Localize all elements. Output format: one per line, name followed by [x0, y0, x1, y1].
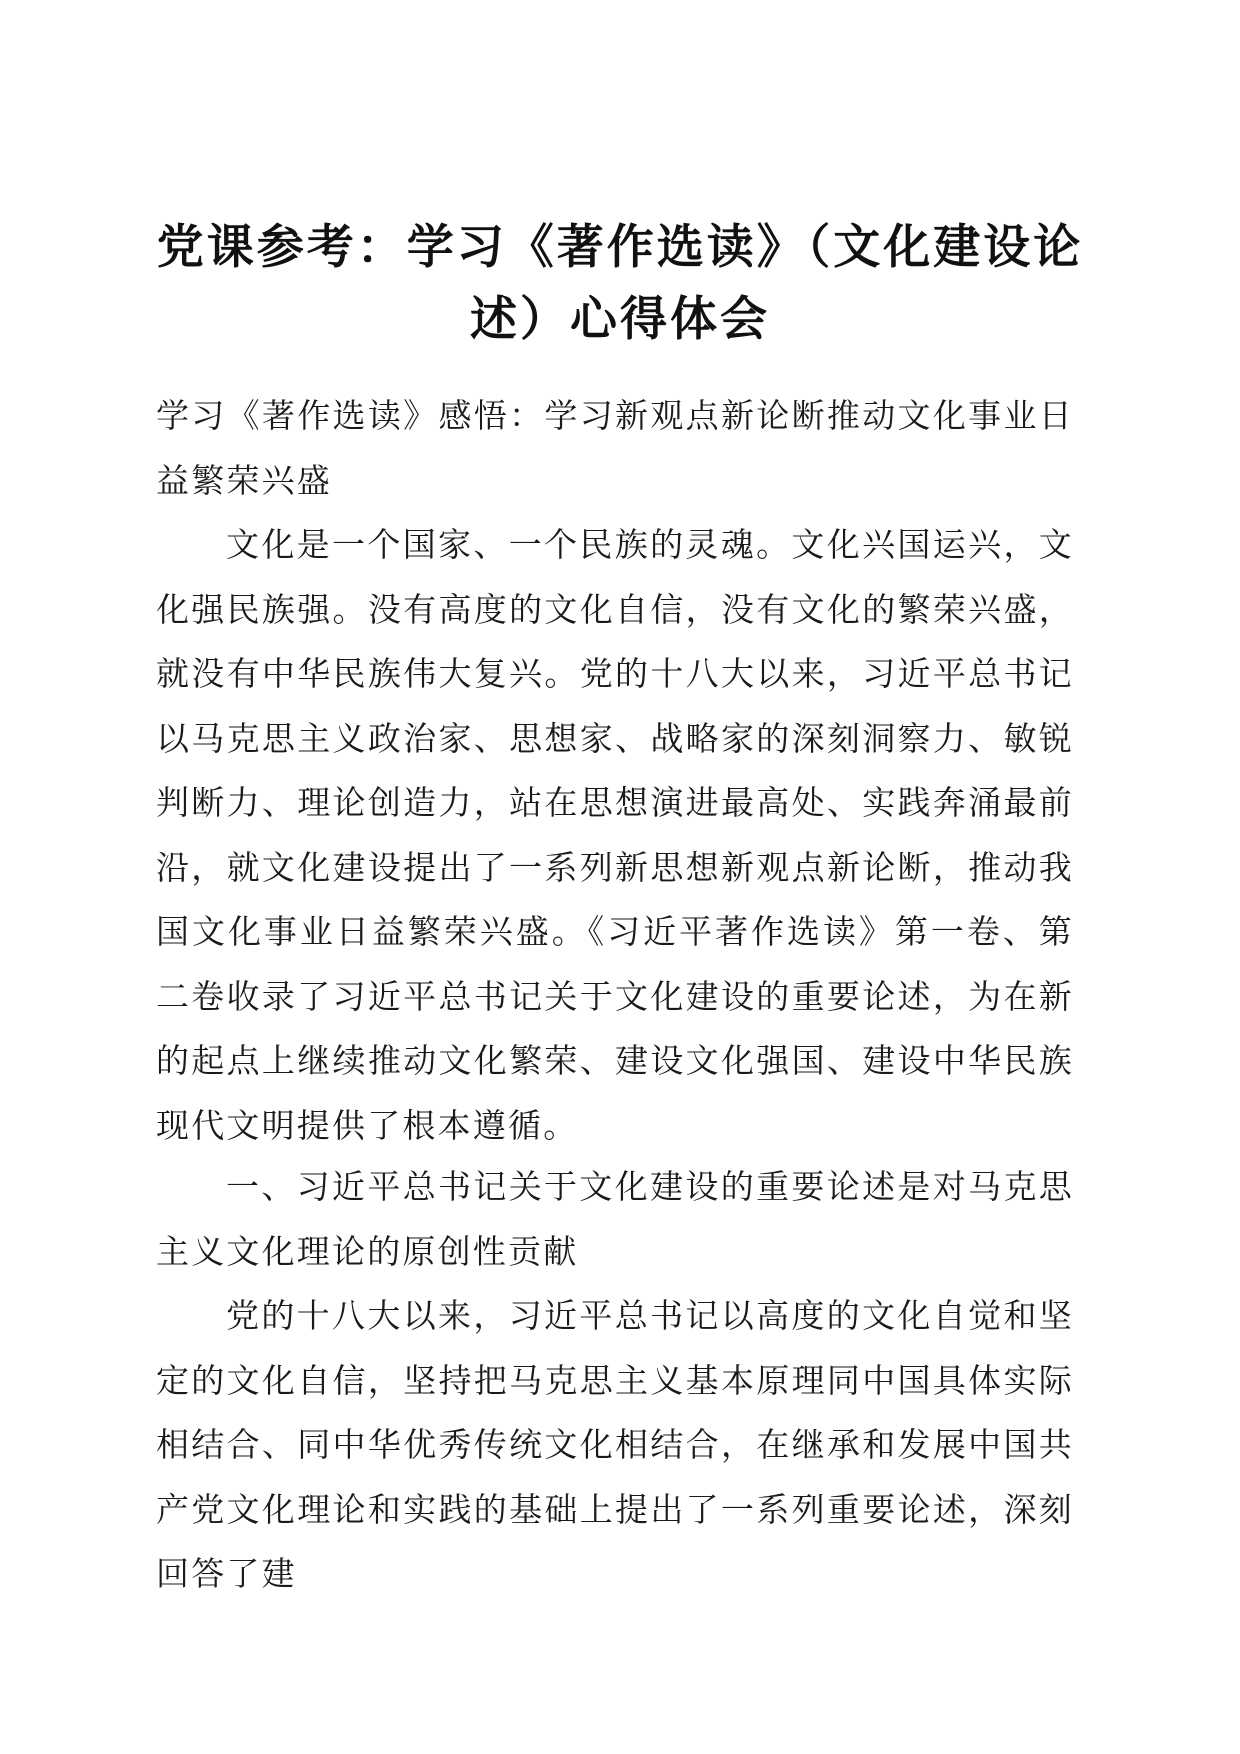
paragraph-section-1: 党的十八大以来，习近平总书记以高度的文化自觉和坚定的文化自信，坚持把马克思主义基本原理同中国具体实际相结合、同中华优秀传统文化相结合，在继承和发展中国共产党文化理论和实践的基础上提出了一系列重要论述，深刻回答了建: [156, 1296, 1074, 1593]
document-title: 党课参考：学习《著作选读》（文化建设论述）心得体会: [156, 220, 1084, 347]
paragraph-intro: 文化是一个国家、一个民族的灵魂。文化兴国运兴，文化强民族强。没有高度的文化自信，没有文化的繁荣兴盛，就没有中华民族伟大复兴。党的十八大以来，习近平总书记以马克思主义政治家、思想家、战略家的深刻洞察力、敏锐判断力、理论创造力，站在思想演进最高处、实践奔涌最前沿，就文化建设提出了一系列新思想新观点新论断，推动我国文化事业日益繁荣兴盛。《习近平著作选读》第一卷、第二卷收录了习近平总书记关于文化建设的重要论述，为在新的起点上继续推动文化繁荣、建设文化强国、建设中华民族现代文明提供了根本遵循。: [156, 525, 1074, 1145]
section-heading-1: 一、习近平总书记关于文化建设的重要论述是对马克思主义文化理论的原创性贡献: [156, 1167, 1074, 1271]
document-subtitle: 学习《著作选读》感悟：学习新观点新论断推动文化事业日益繁荣兴盛: [156, 396, 1074, 500]
